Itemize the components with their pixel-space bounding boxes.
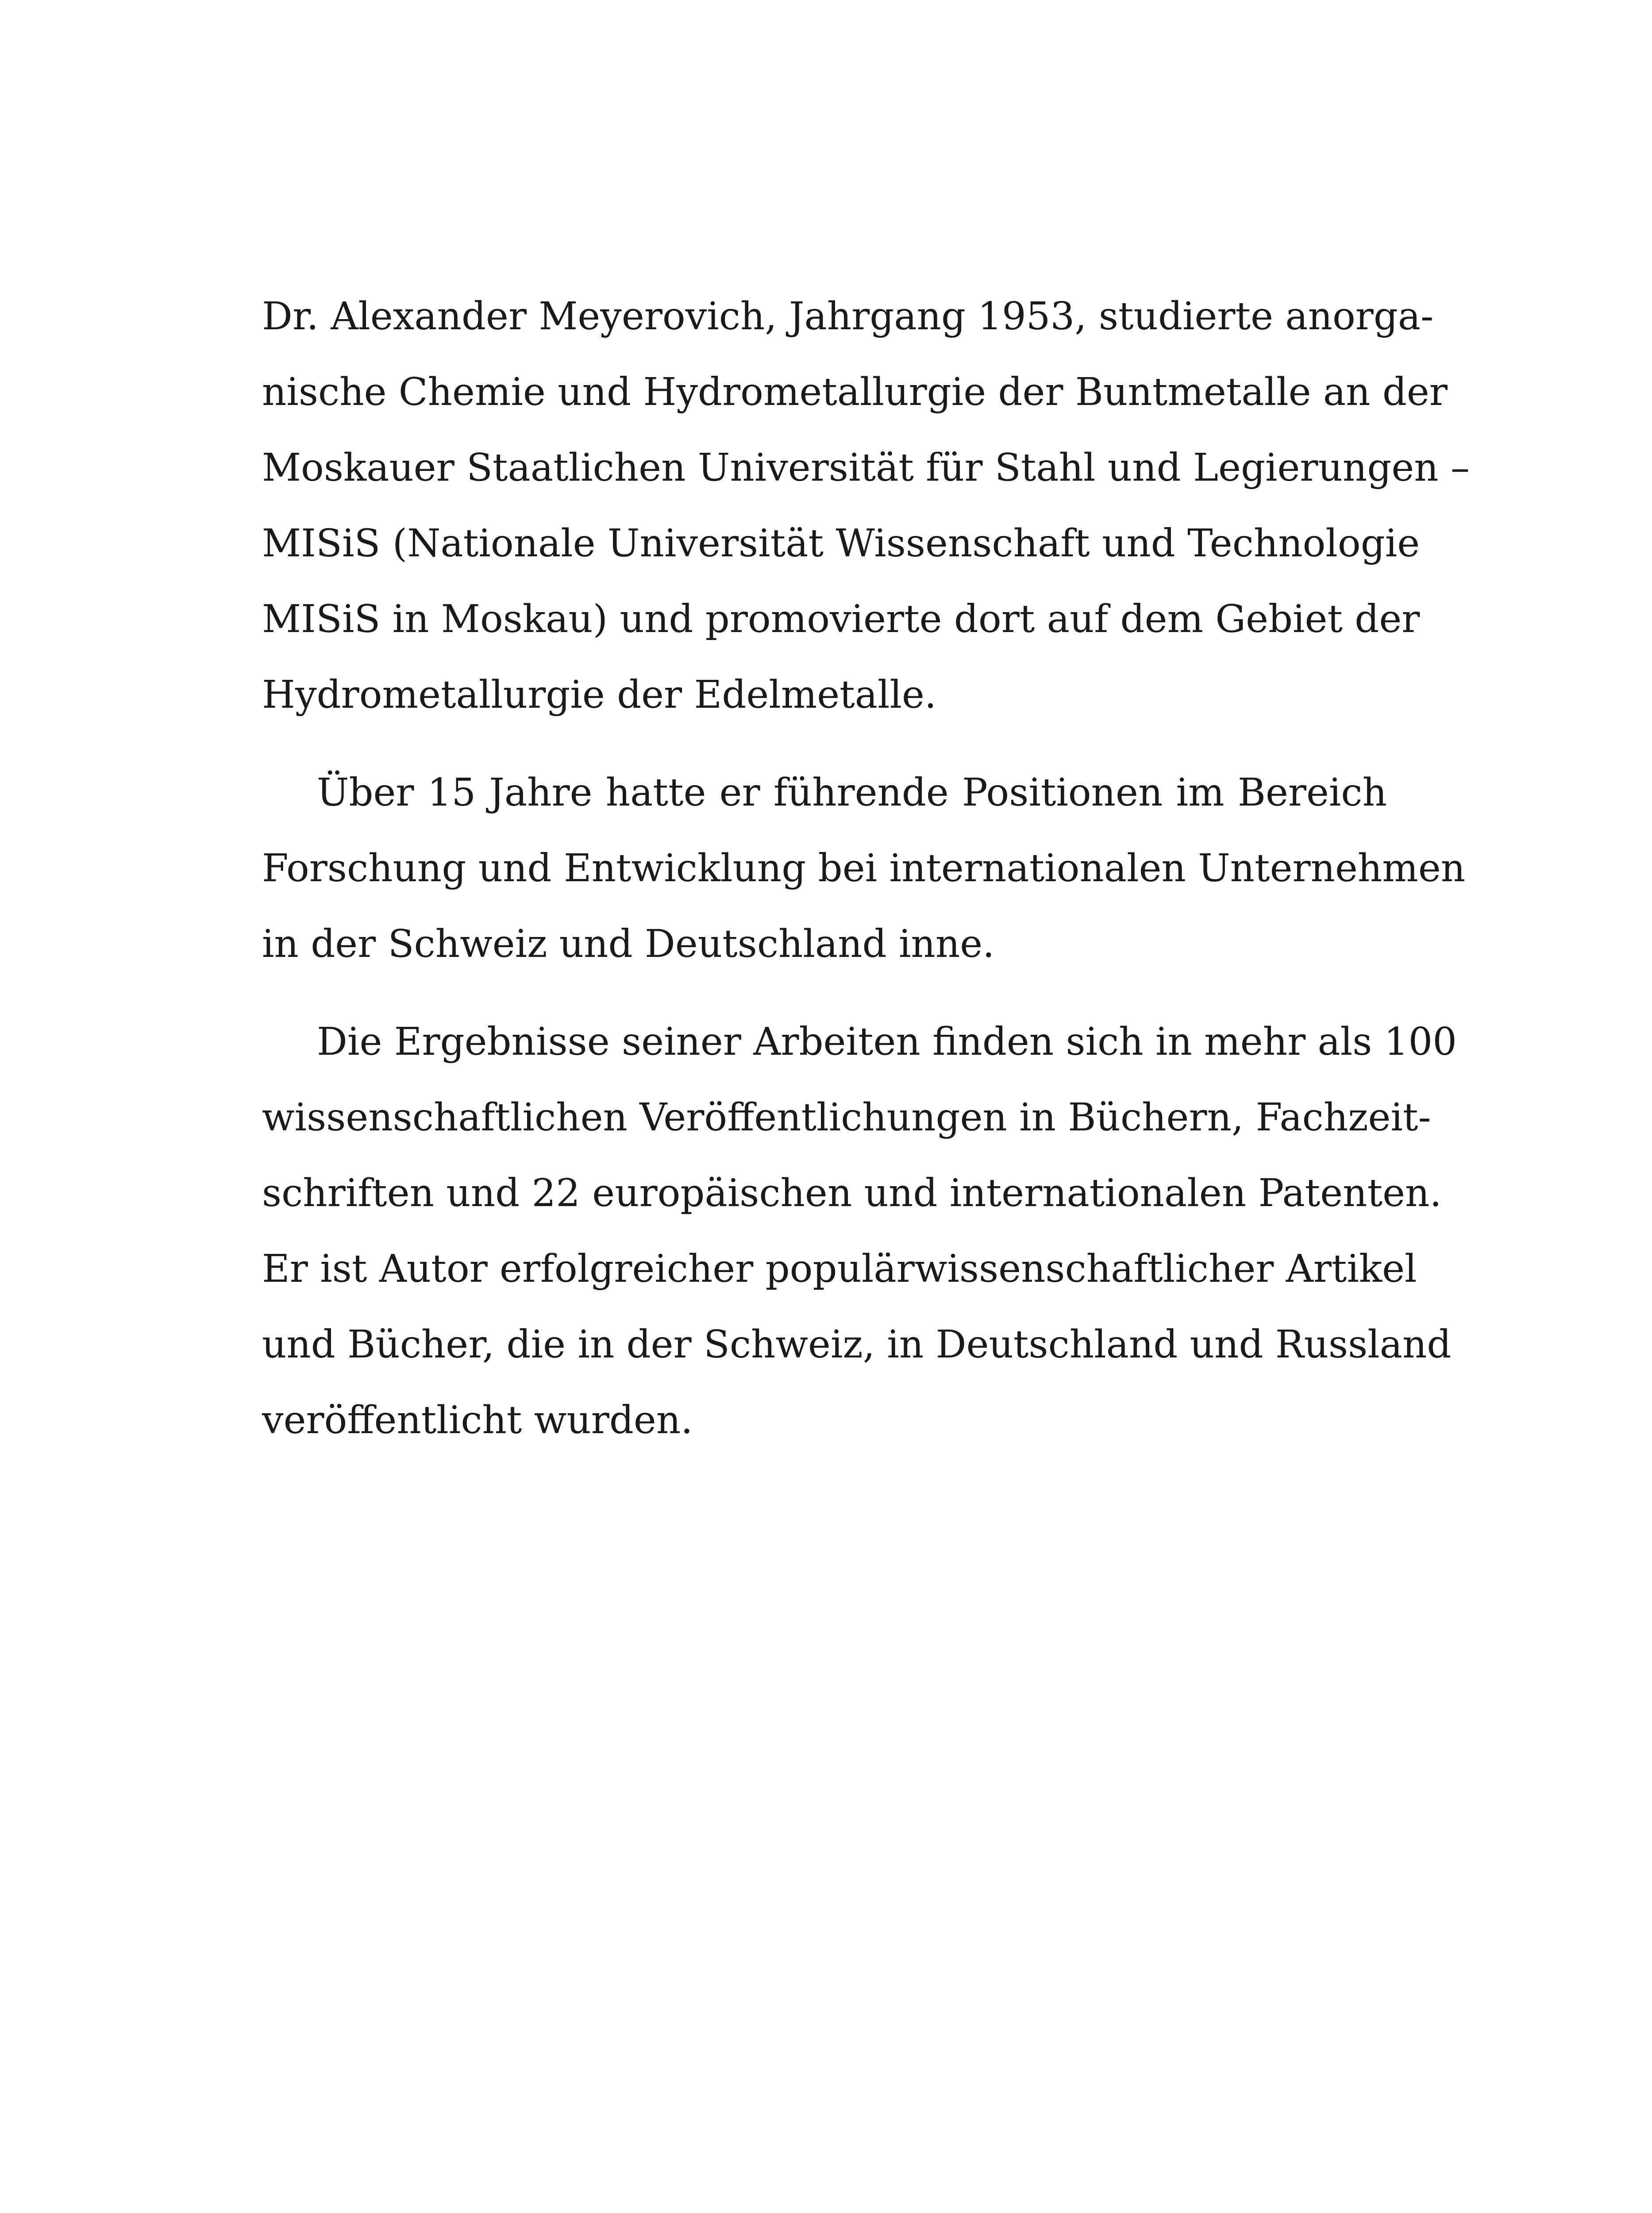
text-line: Die Ergebnisse seiner Arbeiten finden sich in mehr als 100 (317, 1020, 1457, 1064)
text-line: Über 15 Jahre hatte er führende Positionen im Bereich (317, 771, 1387, 815)
text-line: Hydrometallurgie der Edelmetalle. (262, 673, 937, 717)
text-line: veröffentlicht wurden. (262, 1398, 693, 1442)
text-line: wissenschaftlichen Veröffentlichungen in Büchern, Fachzeit- (262, 1095, 1431, 1140)
text-line: Moskauer Staatlichen Universität für Stahl und Legierungen – (262, 446, 1470, 490)
text-line: MISiS in Moskau) und promovierte dort auf dem Gebiet der (262, 597, 1420, 641)
text-line: in der Schweiz und Deutschland inne. (262, 922, 995, 966)
text-line: Forschung und Entwicklung bei internationalen Unternehmen (262, 846, 1466, 891)
paragraph-publications (262, 1004, 1457, 1458)
text-line: und Bücher, die in der Schweiz, in Deutschland und Russland (262, 1322, 1452, 1367)
text-line: schriften und 22 europäischen und internationalen Patenten. (262, 1171, 1442, 1215)
paragraph-career (262, 755, 1466, 982)
text-line: Er ist Autor erfolgreicher populärwissenschaftlicher Artikel (262, 1247, 1417, 1291)
paragraph-spacer (262, 982, 1387, 1004)
text-line: Dr. Alexander Meyerovich, Jahrgang 1953, studierte anorga- (262, 294, 1434, 339)
text-line: MISiS (Nationale Universität Wissenschaft und Technologie (262, 521, 1420, 566)
biography-text (262, 279, 1470, 1458)
paragraph-education (262, 279, 1470, 733)
text-line: nische Chemie und Hydrometallurgie der Buntmetalle an der (262, 370, 1448, 414)
paragraph-spacer (262, 733, 1387, 755)
